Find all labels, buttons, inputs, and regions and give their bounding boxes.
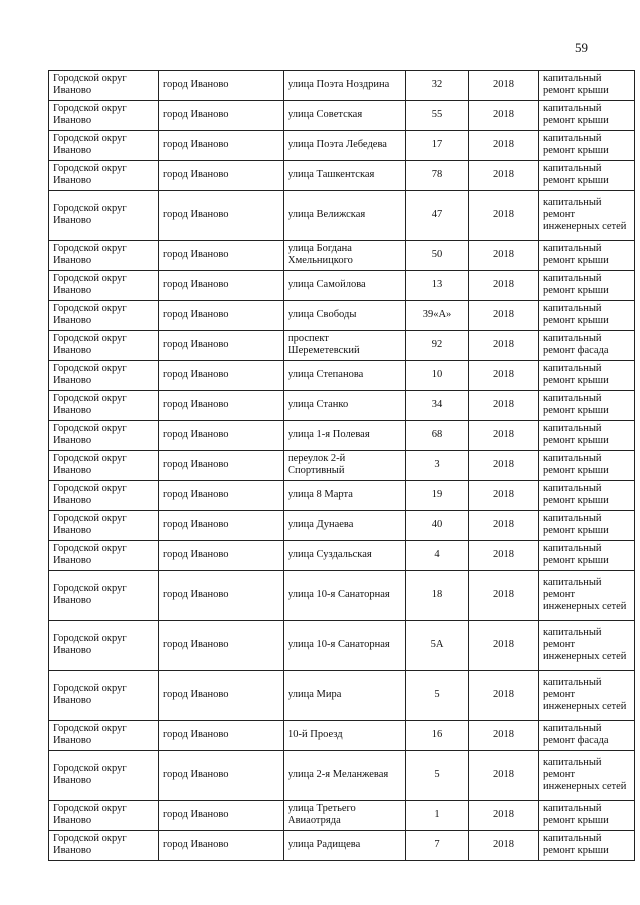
work-type-cell: капитальный ремонт крыши: [539, 101, 635, 131]
city-cell: город Иваново: [159, 361, 284, 391]
house-number-cell: 68: [406, 421, 469, 451]
house-number-cell: 3: [406, 451, 469, 481]
street-cell: переулок 2-й Спортивный: [284, 451, 406, 481]
work-type-cell: капитальный ремонт инженерных сетей: [539, 671, 635, 721]
house-number-cell: 19: [406, 481, 469, 511]
table-row: [49, 671, 635, 721]
street-cell: улица Станко: [284, 391, 406, 421]
street-cell: проспект Шереметевский: [284, 331, 406, 361]
table-row: [49, 721, 635, 751]
city-cell: город Иваново: [159, 451, 284, 481]
city-cell: город Иваново: [159, 71, 284, 101]
table-row: [49, 831, 635, 861]
house-number-cell: 5А: [406, 621, 469, 671]
street-cell: улица Поэта Ноздрина: [284, 71, 406, 101]
repair-schedule-table: [48, 70, 635, 861]
table-row: [49, 511, 635, 541]
table-row: [49, 451, 635, 481]
city-cell: город Иваново: [159, 621, 284, 671]
district-cell: Городской округ Иваново: [49, 191, 159, 241]
street-cell: улица Ташкентская: [284, 161, 406, 191]
year-cell: 2018: [469, 751, 539, 801]
street-cell: улица 2-я Меланжевая: [284, 751, 406, 801]
table-row: [49, 131, 635, 161]
year-cell: 2018: [469, 331, 539, 361]
work-type-cell: капитальный ремонт инженерных сетей: [539, 571, 635, 621]
city-cell: город Иваново: [159, 101, 284, 131]
work-type-cell: капитальный ремонт крыши: [539, 511, 635, 541]
work-type-cell: капитальный ремонт крыши: [539, 421, 635, 451]
year-cell: 2018: [469, 191, 539, 241]
table-row: [49, 481, 635, 511]
city-cell: город Иваново: [159, 481, 284, 511]
year-cell: 2018: [469, 391, 539, 421]
table-row: [49, 361, 635, 391]
house-number-cell: 55: [406, 101, 469, 131]
street-cell: улица Велижская: [284, 191, 406, 241]
district-cell: Городской округ Иваново: [49, 721, 159, 751]
work-type-cell: капитальный ремонт крыши: [539, 831, 635, 861]
district-cell: Городской округ Иваново: [49, 71, 159, 101]
work-type-cell: капитальный ремонт крыши: [539, 541, 635, 571]
city-cell: город Иваново: [159, 331, 284, 361]
year-cell: 2018: [469, 101, 539, 131]
work-type-cell: капитальный ремонт крыши: [539, 241, 635, 271]
district-cell: Городской округ Иваново: [49, 391, 159, 421]
street-cell: улица 10-я Санаторная: [284, 571, 406, 621]
house-number-cell: 17: [406, 131, 469, 161]
street-cell: улица 10-я Санаторная: [284, 621, 406, 671]
work-type-cell: капитальный ремонт инженерных сетей: [539, 751, 635, 801]
district-cell: Городской округ Иваново: [49, 421, 159, 451]
table-row: [49, 421, 635, 451]
year-cell: 2018: [469, 241, 539, 271]
page-number: 59: [575, 40, 588, 55]
year-cell: 2018: [469, 721, 539, 751]
district-cell: Городской округ Иваново: [49, 161, 159, 191]
table-row: [49, 101, 635, 131]
house-number-cell: 39«А»: [406, 301, 469, 331]
house-number-cell: 78: [406, 161, 469, 191]
city-cell: город Иваново: [159, 131, 284, 161]
work-type-cell: капитальный ремонт инженерных сетей: [539, 621, 635, 671]
year-cell: 2018: [469, 71, 539, 101]
house-number-cell: 32: [406, 71, 469, 101]
street-cell: улица Советская: [284, 101, 406, 131]
work-type-cell: капитальный ремонт крыши: [539, 391, 635, 421]
work-type-cell: капитальный ремонт инженерных сетей: [539, 191, 635, 241]
district-cell: Городской округ Иваново: [49, 541, 159, 571]
street-cell: улица Свободы: [284, 301, 406, 331]
table-row: [49, 541, 635, 571]
house-number-cell: 34: [406, 391, 469, 421]
district-cell: Городской округ Иваново: [49, 481, 159, 511]
district-cell: Городской округ Иваново: [49, 301, 159, 331]
work-type-cell: капитальный ремонт крыши: [539, 451, 635, 481]
year-cell: 2018: [469, 421, 539, 451]
city-cell: город Иваново: [159, 571, 284, 621]
work-type-cell: капитальный ремонт крыши: [539, 801, 635, 831]
house-number-cell: 10: [406, 361, 469, 391]
table-row: [49, 621, 635, 671]
district-cell: Городской округ Иваново: [49, 511, 159, 541]
city-cell: город Иваново: [159, 671, 284, 721]
city-cell: город Иваново: [159, 511, 284, 541]
work-type-cell: капитальный ремонт крыши: [539, 271, 635, 301]
year-cell: 2018: [469, 361, 539, 391]
year-cell: 2018: [469, 481, 539, 511]
district-cell: Городской округ Иваново: [49, 451, 159, 481]
city-cell: город Иваново: [159, 421, 284, 451]
year-cell: 2018: [469, 301, 539, 331]
district-cell: Городской округ Иваново: [49, 621, 159, 671]
district-cell: Городской округ Иваново: [49, 271, 159, 301]
year-cell: 2018: [469, 131, 539, 161]
table-row: [49, 751, 635, 801]
district-cell: Городской округ Иваново: [49, 331, 159, 361]
year-cell: 2018: [469, 451, 539, 481]
year-cell: 2018: [469, 271, 539, 301]
street-cell: улица Мира: [284, 671, 406, 721]
house-number-cell: 7: [406, 831, 469, 861]
year-cell: 2018: [469, 621, 539, 671]
city-cell: город Иваново: [159, 831, 284, 861]
year-cell: 2018: [469, 541, 539, 571]
street-cell: улица Суздальская: [284, 541, 406, 571]
street-cell: улица Дунаева: [284, 511, 406, 541]
year-cell: 2018: [469, 831, 539, 861]
year-cell: 2018: [469, 161, 539, 191]
year-cell: 2018: [469, 671, 539, 721]
work-type-cell: капитальный ремонт крыши: [539, 481, 635, 511]
city-cell: город Иваново: [159, 161, 284, 191]
street-cell: улица 8 Марта: [284, 481, 406, 511]
district-cell: Городской округ Иваново: [49, 831, 159, 861]
table-row: [49, 271, 635, 301]
city-cell: город Иваново: [159, 721, 284, 751]
city-cell: город Иваново: [159, 751, 284, 801]
table-row: [49, 71, 635, 101]
table-row: [49, 161, 635, 191]
year-cell: 2018: [469, 511, 539, 541]
house-number-cell: 5: [406, 671, 469, 721]
city-cell: город Иваново: [159, 241, 284, 271]
district-cell: Городской округ Иваново: [49, 131, 159, 161]
city-cell: город Иваново: [159, 301, 284, 331]
city-cell: город Иваново: [159, 541, 284, 571]
house-number-cell: 5: [406, 751, 469, 801]
house-number-cell: 40: [406, 511, 469, 541]
street-cell: улица Третьего Авиаотряда: [284, 801, 406, 831]
table-row: [49, 801, 635, 831]
district-cell: Городской округ Иваново: [49, 361, 159, 391]
street-cell: улица 1-я Полевая: [284, 421, 406, 451]
street-cell: улица Радищева: [284, 831, 406, 861]
district-cell: Городской округ Иваново: [49, 101, 159, 131]
table-row: [49, 301, 635, 331]
city-cell: город Иваново: [159, 191, 284, 241]
street-cell: улица Степанова: [284, 361, 406, 391]
district-cell: Городской округ Иваново: [49, 801, 159, 831]
table-body: [49, 71, 635, 861]
table-row: [49, 191, 635, 241]
street-cell: улица Поэта Лебедева: [284, 131, 406, 161]
district-cell: Городской округ Иваново: [49, 751, 159, 801]
city-cell: город Иваново: [159, 391, 284, 421]
house-number-cell: 1: [406, 801, 469, 831]
table-row: [49, 241, 635, 271]
street-cell: улица Богдана Хмельницкого: [284, 241, 406, 271]
house-number-cell: 13: [406, 271, 469, 301]
table-row: [49, 391, 635, 421]
house-number-cell: 4: [406, 541, 469, 571]
year-cell: 2018: [469, 801, 539, 831]
house-number-cell: 16: [406, 721, 469, 751]
work-type-cell: капитальный ремонт фасада: [539, 721, 635, 751]
house-number-cell: 47: [406, 191, 469, 241]
district-cell: Городской округ Иваново: [49, 241, 159, 271]
city-cell: город Иваново: [159, 801, 284, 831]
house-number-cell: 18: [406, 571, 469, 621]
district-cell: Городской округ Иваново: [49, 671, 159, 721]
work-type-cell: капитальный ремонт крыши: [539, 301, 635, 331]
work-type-cell: капитальный ремонт фасада: [539, 331, 635, 361]
year-cell: 2018: [469, 571, 539, 621]
district-cell: Городской округ Иваново: [49, 571, 159, 621]
street-cell: 10-й Проезд: [284, 721, 406, 751]
street-cell: улица Самойлова: [284, 271, 406, 301]
city-cell: город Иваново: [159, 271, 284, 301]
work-type-cell: капитальный ремонт крыши: [539, 131, 635, 161]
work-type-cell: капитальный ремонт крыши: [539, 161, 635, 191]
house-number-cell: 50: [406, 241, 469, 271]
house-number-cell: 92: [406, 331, 469, 361]
work-type-cell: капитальный ремонт крыши: [539, 71, 635, 101]
work-type-cell: капитальный ремонт крыши: [539, 361, 635, 391]
table-row: [49, 331, 635, 361]
table-row: [49, 571, 635, 621]
